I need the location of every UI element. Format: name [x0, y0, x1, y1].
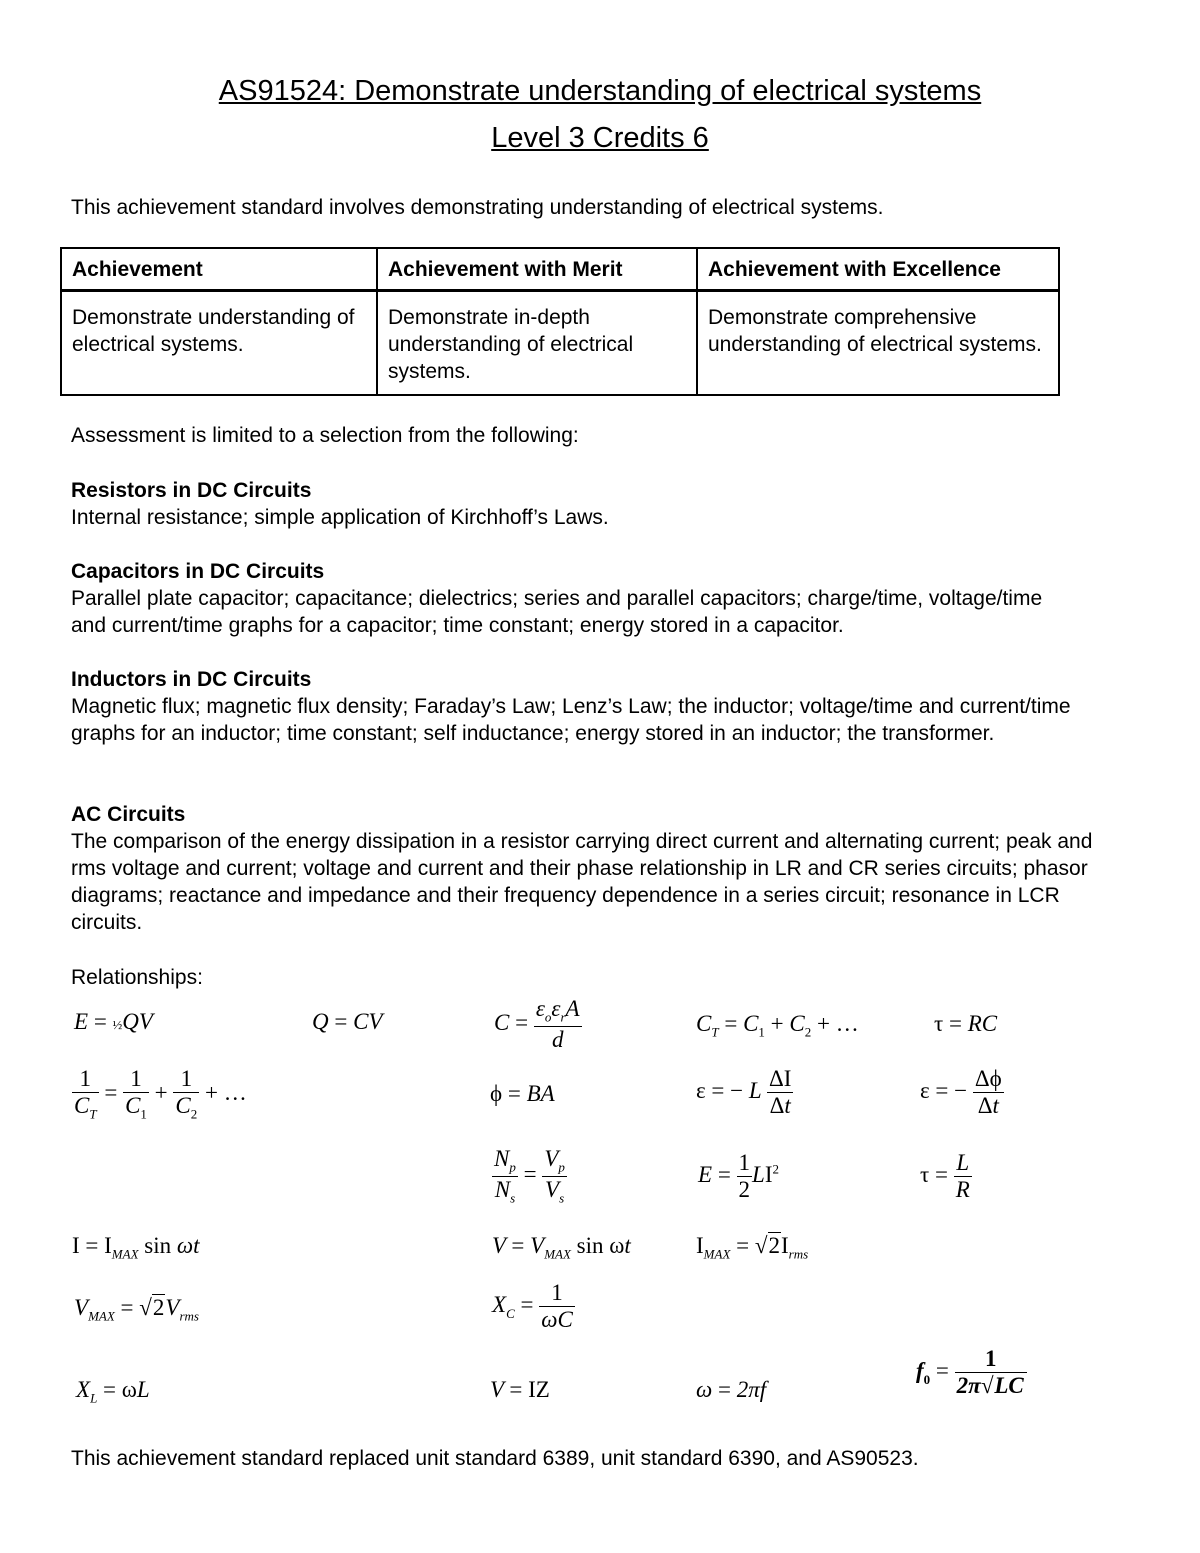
assessment-intro: Assessment is limited to a selection from the following: — [71, 424, 579, 447]
formula-xl: $X_L = \omega L$ — [76, 1377, 150, 1406]
formula-faraday: ε = − $\frac{\Delta\phi}{\Delta t}$ — [920, 1066, 1002, 1119]
section-capacitors — [71, 558, 1131, 639]
section-body: Parallel plate capacitor; capacitance; dielectrics; series and parallel capacitors; charge/time, voltage/time and current/time graphs for a capacitor; time constant; energy stored in a capacitor. — [71, 587, 1043, 637]
table-header: Achievement — [61, 248, 377, 291]
footer-note: This achievement standard replaced unit standard 6389, unit standard 6390, and AS90523. — [71, 1447, 919, 1470]
table-row — [61, 291, 1059, 395]
section-heading: Capacitors in DC Circuits — [71, 560, 325, 583]
formula-parallel-plate: C = $\frac{\varepsilon_o\varepsilon_rA}{d}$ — [494, 996, 580, 1052]
formula-omega: ω = 2πf — [696, 1377, 767, 1402]
formula-ohm-ac: V = IZ — [490, 1377, 550, 1402]
section-ac — [71, 801, 1131, 936]
section-heading: Resistors in DC Circuits — [71, 479, 312, 502]
formula-flux: ϕ = BA — [490, 1081, 555, 1106]
table-cell: Demonstrate in-depth understanding of electrical systems. — [377, 291, 697, 395]
formula-tau-rc: τ = RC — [934, 1011, 998, 1036]
formula-voltage-ac: $V = V_{MAX}$ sin ωt — [492, 1233, 631, 1262]
formula-resonance: $f_0$ = $\frac{1}{2\pi√LC}$ — [916, 1346, 1027, 1400]
section-heading: Inductors in DC Circuits — [71, 668, 312, 691]
formula-transformer: $\frac{N_p}{N_s}$ = $\frac{V_p}{V_s}$ — [494, 1146, 565, 1206]
formula-current-ac: $I = I_{MAX}$ sin ωt — [72, 1233, 200, 1262]
section-resistors — [71, 477, 1131, 531]
formula-self-emf: ε = − L $\frac{\Delta I}{\Delta t}$ — [696, 1066, 792, 1119]
table-header-row — [61, 248, 1059, 291]
table-header: Achievement with Merit — [377, 248, 697, 291]
formula-xc: $X_C$ = $\frac{1}{\omega C}$ — [492, 1280, 573, 1333]
formula-charge: Q = CV — [312, 1009, 383, 1034]
formula-i-max: $I_{MAX} = √2I_{rms}$ — [696, 1233, 809, 1262]
table-header: Achievement with Excellence — [697, 248, 1059, 291]
section-inductors — [71, 666, 1131, 747]
formula-capacitors-parallel: $C_T = C_1 + C_2$ + … — [696, 1011, 859, 1040]
formula-capacitors-series: $\frac{1}{C_T}$ = $\frac{1}{C_1}$ + $\frac{1}{C_2}$ + … — [74, 1066, 247, 1123]
formula-v-max: $V_{MAX} = √2V_{rms}$ — [74, 1295, 199, 1324]
formula-energy-capacitor: E = ½QV — [74, 1009, 153, 1034]
section-body: The comparison of the energy dissipation in a resistor carrying direct current and alternating current; peak and rms voltage and current; voltage and current and their phase relationship in LR and CR series circuits; phasor diagrams; reactance and impedance and their frequency dependence in a series circuit; resonance in LCR circuits. — [71, 830, 1093, 934]
relationships-label: Relationships: — [71, 966, 203, 989]
section-body: Magnetic flux; magnetic flux density; Faraday’s Law; Lenz’s Law; the inductor; voltage/time and current/time graphs for an inductor; time constant; self inductance; energy stored in an inductor; the transformer. — [71, 695, 1071, 745]
table-cell: Demonstrate comprehensive understanding of electrical systems. — [697, 291, 1059, 395]
formula-tau-lr: τ = $\frac{L}{R}$ — [920, 1150, 970, 1203]
criteria-table — [60, 247, 1060, 396]
section-heading: AC Circuits — [71, 803, 186, 826]
table-cell: Demonstrate understanding of electrical systems. — [61, 291, 377, 395]
intro-text: This achievement standard involves demonstrating understanding of electrical systems. — [71, 196, 884, 219]
section-body: Internal resistance; simple application of Kirchhoff’s Laws. — [71, 506, 609, 529]
page-title: AS91524: Demonstrate understanding of electrical systems — [218, 75, 982, 107]
formula-energy-inductor: E = $\frac{1}{2}$ $LI^2$ — [698, 1150, 780, 1203]
page-subtitle: Level 3 Credits 6 — [491, 122, 709, 154]
